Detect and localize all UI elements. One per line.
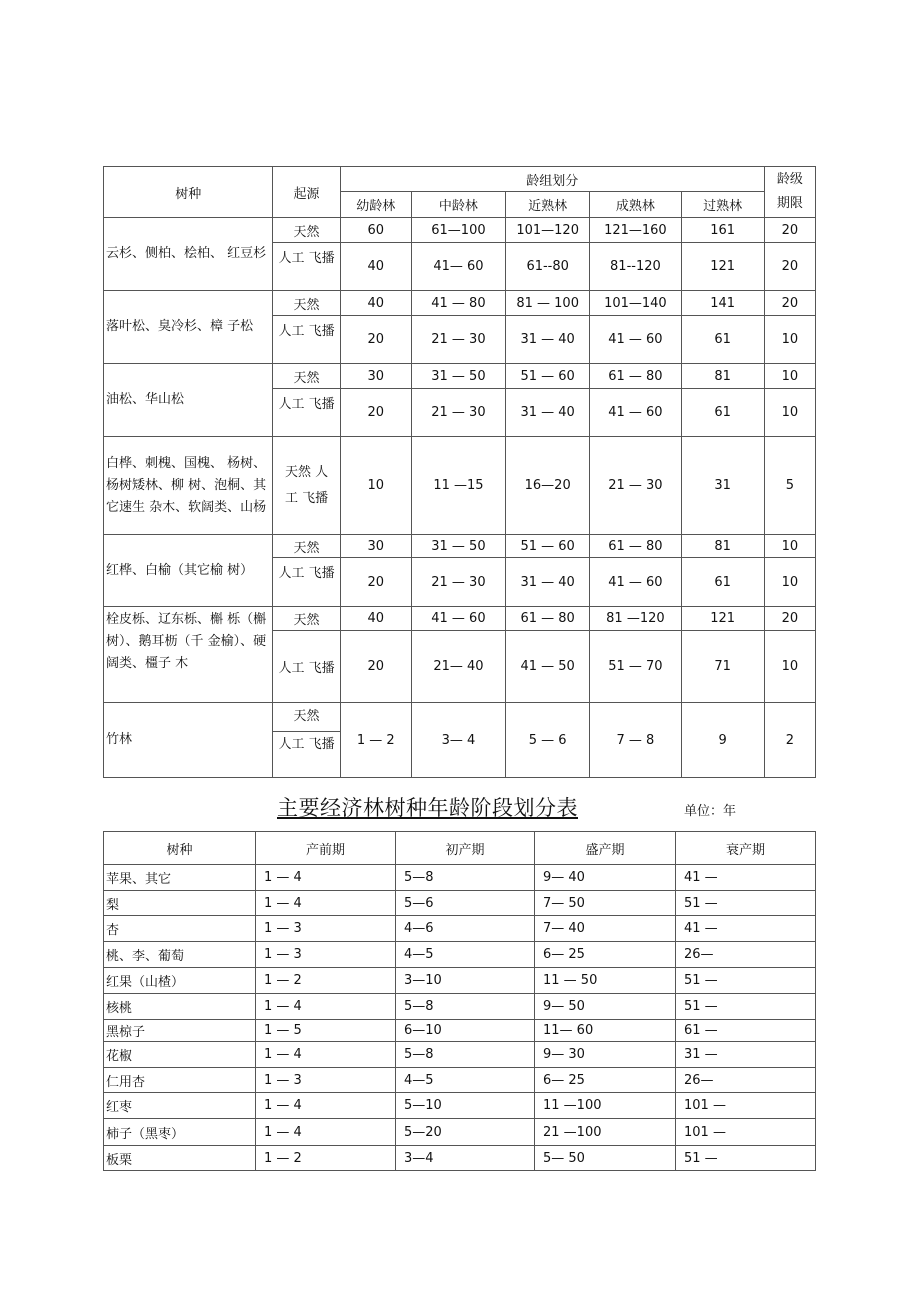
value-cell: 51 — 70	[590, 631, 681, 703]
stage-cell: 21 —100	[535, 1119, 676, 1146]
value-cell: 9	[681, 703, 764, 778]
stage-cell: 1 — 5	[256, 1020, 396, 1042]
value-cell: 61 — 80	[506, 607, 590, 631]
origin-natural: 天然	[273, 703, 339, 732]
stage-cell: 41 —	[676, 916, 816, 942]
value-cell: 5 — 6	[506, 703, 590, 778]
table-row	[104, 916, 816, 942]
stage-cell: 11 — 50	[535, 968, 676, 994]
period-cell: 10	[764, 364, 815, 389]
stage-cell: 101 —	[676, 1119, 816, 1146]
origin-cell: 天然	[273, 218, 340, 243]
species-cell: 板栗	[104, 1146, 256, 1171]
table-row	[104, 1068, 816, 1093]
header-group-premature: 近熟林	[506, 192, 590, 218]
stage-cell: 51 —	[676, 891, 816, 916]
value-cell: 60	[340, 218, 411, 243]
origin-cell: 人工 飞播	[273, 389, 340, 437]
value-cell: 21— 40	[411, 631, 505, 703]
table-row	[104, 891, 816, 916]
value-cell: 31	[681, 437, 764, 535]
species-cell: 落叶松、臭冷杉、樟 子松	[104, 291, 273, 364]
value-cell: 30	[340, 364, 411, 389]
stage-cell: 51 —	[676, 994, 816, 1020]
stage-cell: 61 —	[676, 1020, 816, 1042]
value-cell: 31 — 40	[506, 558, 590, 607]
period-cell: 10	[764, 631, 815, 703]
stage-cell: 5—20	[396, 1119, 535, 1146]
header-species: 树种	[104, 832, 256, 865]
value-cell: 61--80	[506, 243, 590, 291]
stage-cell: 11— 60	[535, 1020, 676, 1042]
value-cell: 40	[340, 243, 411, 291]
value-cell: 101—120	[506, 218, 590, 243]
value-cell: 41 — 60	[590, 316, 681, 364]
period-cell: 2	[764, 703, 815, 778]
species-cell: 红桦、白榆（其它榆 树）	[104, 535, 273, 607]
table-row	[104, 1093, 816, 1119]
header-group-middle: 中龄林	[411, 192, 505, 218]
period-cell: 20	[764, 243, 815, 291]
stage-cell: 6—10	[396, 1020, 535, 1042]
economic-forest-title: 主要经济林树种年龄阶段划分表	[277, 796, 578, 820]
stage-cell: 9— 50	[535, 994, 676, 1020]
species-cell: 梨	[104, 891, 256, 916]
value-cell: 41 — 60	[590, 389, 681, 437]
value-cell: 1 — 2	[340, 703, 411, 778]
stage-cell: 31 —	[676, 1042, 816, 1068]
value-cell: 21 — 30	[411, 558, 505, 607]
table-row	[104, 1042, 816, 1068]
stage-cell: 11 —100	[535, 1093, 676, 1119]
value-cell: 121	[681, 243, 764, 291]
value-cell: 61	[681, 389, 764, 437]
value-cell: 21 — 30	[411, 389, 505, 437]
species-cell: 黑椋子	[104, 1020, 256, 1042]
value-cell: 41 — 80	[411, 291, 505, 316]
species-cell: 花椒	[104, 1042, 256, 1068]
table-row	[104, 1119, 816, 1146]
stage-cell: 1 — 2	[256, 1146, 396, 1171]
value-cell: 21 — 30	[590, 437, 681, 535]
stage-cell: 51 —	[676, 968, 816, 994]
species-cell: 红果（山楂）	[104, 968, 256, 994]
value-cell: 20	[340, 316, 411, 364]
value-cell: 101—140	[590, 291, 681, 316]
period-cell: 20	[764, 291, 815, 316]
origin-cell: 人工 飞播	[273, 631, 340, 703]
value-cell: 10	[340, 437, 411, 535]
stage-cell: 1 — 4	[256, 1093, 396, 1119]
stage-cell: 4—5	[396, 942, 535, 968]
stage-cell: 41 —	[676, 865, 816, 891]
table-row	[104, 994, 816, 1020]
age-group-table	[103, 166, 816, 778]
stage-cell: 1 — 3	[256, 916, 396, 942]
value-cell: 61—100	[411, 218, 505, 243]
value-cell: 81 — 100	[506, 291, 590, 316]
stage-cell: 3—10	[396, 968, 535, 994]
value-cell: 3— 4	[411, 703, 505, 778]
value-cell: 81--120	[590, 243, 681, 291]
species-cell: 栓皮栎、辽东栎、槲 栎（槲树）、鹅耳枥（千 金榆）、硬阔类、橿子 木	[104, 607, 273, 703]
header-group-overmature: 过熟林	[681, 192, 764, 218]
value-cell: 81	[681, 364, 764, 389]
header-class-period: 龄级 期限	[764, 167, 815, 218]
value-cell: 7 — 8	[590, 703, 681, 778]
table-row	[104, 942, 816, 968]
stage-cell: 26—	[676, 942, 816, 968]
species-cell: 白桦、刺槐、国槐、 杨树、杨树矮林、柳 树、泡桐、其它速生 杂木、软阔类、山杨	[104, 437, 273, 535]
stage-cell: 1 — 4	[256, 1119, 396, 1146]
value-cell: 161	[681, 218, 764, 243]
value-cell: 61	[681, 558, 764, 607]
value-cell: 71	[681, 631, 764, 703]
origin-cell: 天然	[273, 291, 340, 316]
header-pre-production: 产前期	[256, 832, 396, 865]
value-cell: 31 — 40	[506, 316, 590, 364]
species-cell: 竹林	[104, 703, 273, 778]
economic-forest-table	[103, 831, 816, 1171]
species-cell: 柿子（黑枣）	[104, 1119, 256, 1146]
value-cell: 31 — 50	[411, 535, 505, 558]
stage-cell: 51 —	[676, 1146, 816, 1171]
header-declining-production: 衰产期	[676, 832, 816, 865]
stage-cell: 6— 25	[535, 1068, 676, 1093]
value-cell: 40	[340, 291, 411, 316]
stage-cell: 5—6	[396, 891, 535, 916]
value-cell: 121	[681, 607, 764, 631]
stage-cell: 4—6	[396, 916, 535, 942]
stage-cell: 5—8	[396, 865, 535, 891]
stage-cell: 26—	[676, 1068, 816, 1093]
stage-cell: 1 — 2	[256, 968, 396, 994]
value-cell: 41 — 50	[506, 631, 590, 703]
header-species: 树种	[104, 167, 273, 218]
table-row	[104, 968, 816, 994]
species-cell: 油松、华山松	[104, 364, 273, 437]
origin-artificial: 人工 飞播	[278, 737, 335, 752]
stage-cell: 1 — 4	[256, 891, 396, 916]
value-cell: 51 — 60	[506, 535, 590, 558]
period-cell: 10	[764, 316, 815, 364]
stage-cell: 3—4	[396, 1146, 535, 1171]
species-cell: 核桃	[104, 994, 256, 1020]
stage-cell: 9— 30	[535, 1042, 676, 1068]
value-cell: 61 — 80	[590, 535, 681, 558]
value-cell: 61	[681, 316, 764, 364]
value-cell: 20	[340, 558, 411, 607]
header-age-group: 龄组划分	[340, 167, 764, 192]
stage-cell: 7— 50	[535, 891, 676, 916]
stage-cell: 5— 50	[535, 1146, 676, 1171]
value-cell: 11 —15	[411, 437, 505, 535]
species-cell: 桃、李、葡萄	[104, 942, 256, 968]
origin-cell: 天然 人工 飞播	[273, 437, 340, 535]
value-cell: 61 — 80	[590, 364, 681, 389]
unit-label: 单位：年	[684, 804, 737, 819]
value-cell: 81	[681, 535, 764, 558]
period-cell: 10	[764, 535, 815, 558]
value-cell: 20	[340, 389, 411, 437]
period-cell: 20	[764, 607, 815, 631]
stage-cell: 1 — 4	[256, 1042, 396, 1068]
table-row	[104, 1020, 816, 1042]
period-cell: 10	[764, 389, 815, 437]
header-origin: 起源	[273, 167, 340, 218]
stage-cell: 7— 40	[535, 916, 676, 942]
value-cell: 31 — 50	[411, 364, 505, 389]
species-cell: 仁用杏	[104, 1068, 256, 1093]
value-cell: 81 —120	[590, 607, 681, 631]
stage-cell: 1 — 3	[256, 1068, 396, 1093]
origin-cell: 人工 飞播	[273, 558, 340, 607]
value-cell: 20	[340, 631, 411, 703]
origin-cell: 天然	[273, 535, 340, 558]
value-cell: 40	[340, 607, 411, 631]
value-cell: 141	[681, 291, 764, 316]
stage-cell: 4—5	[396, 1068, 535, 1093]
stage-cell: 101 —	[676, 1093, 816, 1119]
header-group-young: 幼龄林	[340, 192, 411, 218]
economic-forest-rows	[104, 865, 816, 1171]
value-cell: 41 — 60	[411, 607, 505, 631]
table-row	[104, 865, 816, 891]
stage-cell: 1 — 4	[256, 865, 396, 891]
value-cell: 21 — 30	[411, 316, 505, 364]
origin-cell: 人工 飞播	[273, 243, 340, 291]
value-cell: 121—160	[590, 218, 681, 243]
header-initial-production: 初产期	[396, 832, 535, 865]
origin-cell: 天然	[273, 607, 340, 631]
value-cell: 41 — 60	[590, 558, 681, 607]
stage-cell: 5—8	[396, 1042, 535, 1068]
value-cell: 31 — 40	[506, 389, 590, 437]
stage-cell: 6— 25	[535, 942, 676, 968]
value-cell: 51 — 60	[506, 364, 590, 389]
table-row	[104, 1146, 816, 1171]
origin-cell: 天然	[273, 364, 340, 389]
species-cell: 红枣	[104, 1093, 256, 1119]
value-cell: 16—20	[506, 437, 590, 535]
species-cell: 苹果、其它	[104, 865, 256, 891]
origin-cell	[273, 703, 340, 778]
origin-cell: 人工 飞播	[273, 316, 340, 364]
stage-cell: 5—10	[396, 1093, 535, 1119]
period-cell: 5	[764, 437, 815, 535]
period-cell: 20	[764, 218, 815, 243]
header-peak-production: 盛产期	[535, 832, 676, 865]
stage-cell: 1 — 4	[256, 994, 396, 1020]
header-group-mature: 成熟林	[590, 192, 681, 218]
stage-cell: 9— 40	[535, 865, 676, 891]
species-cell: 云杉、侧柏、桧柏、 红豆杉	[104, 218, 273, 291]
species-cell: 杏	[104, 916, 256, 942]
value-cell: 41— 60	[411, 243, 505, 291]
value-cell: 30	[340, 535, 411, 558]
period-cell: 10	[764, 558, 815, 607]
stage-cell: 5—8	[396, 994, 535, 1020]
stage-cell: 1 — 3	[256, 942, 396, 968]
